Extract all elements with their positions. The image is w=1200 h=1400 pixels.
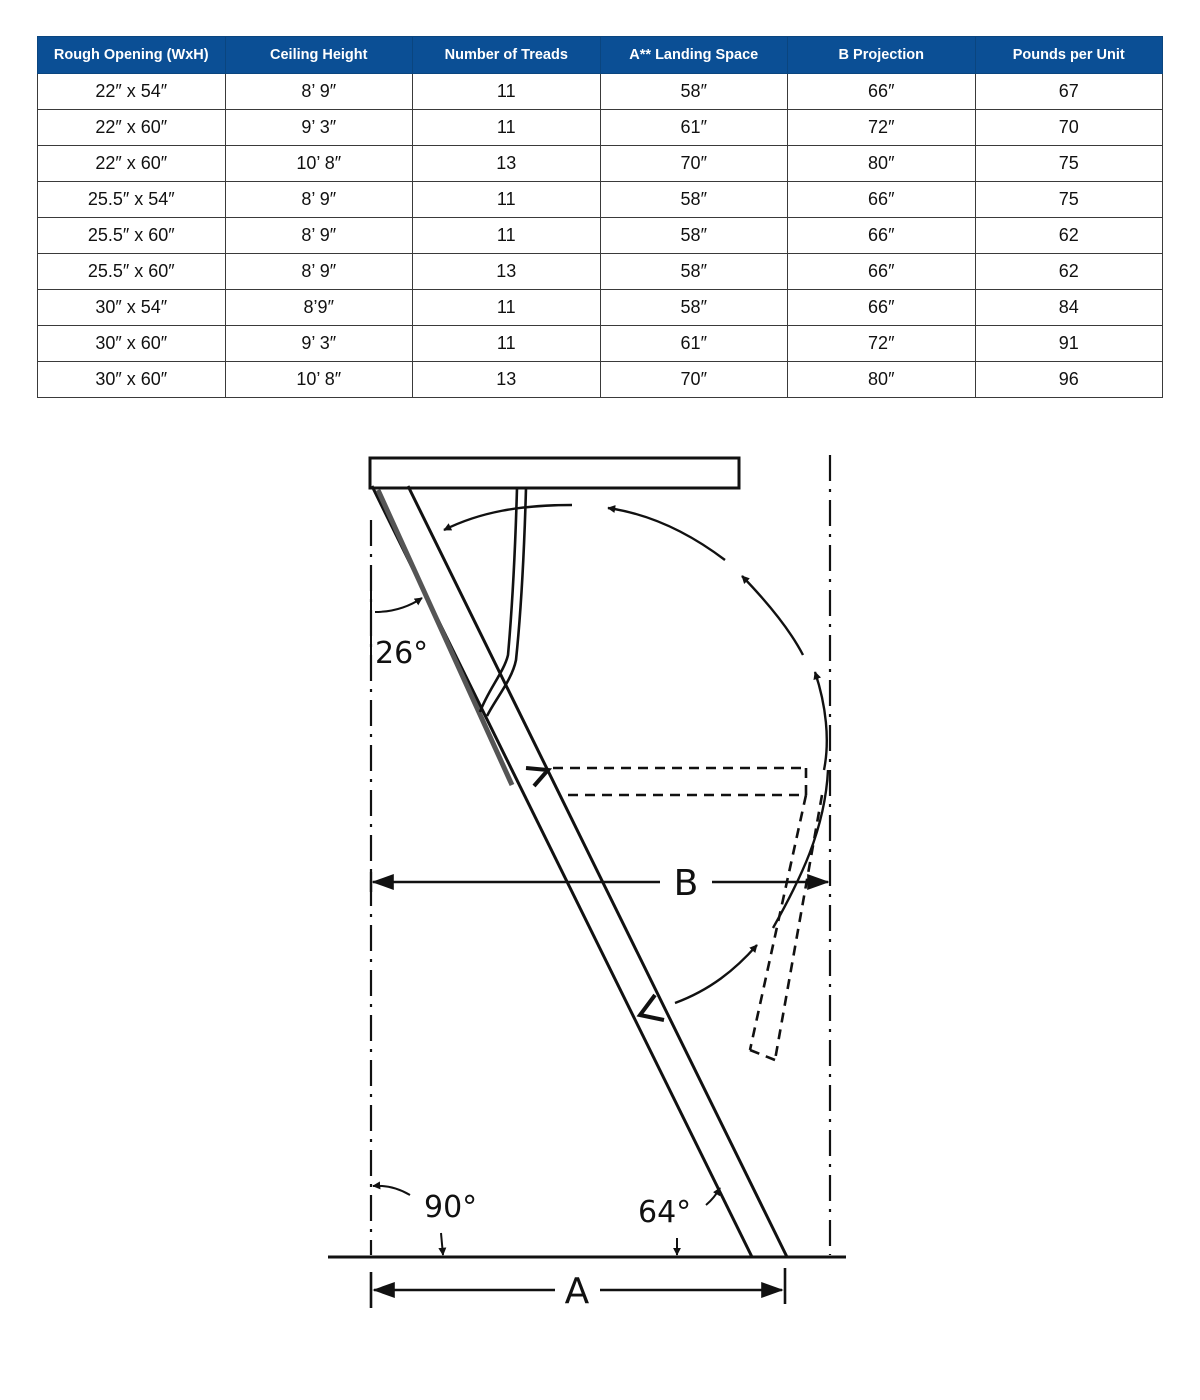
table-row	[38, 326, 1163, 362]
angle-90-arc	[373, 1186, 410, 1195]
cell-projection: 66″	[788, 74, 976, 110]
table-row	[38, 290, 1163, 326]
angle-64-arc	[706, 1188, 720, 1205]
cell-ceiling-height: 8’ 9″	[225, 74, 413, 110]
cell-pounds-per-unit: 75	[975, 182, 1163, 218]
cell-landing-space: 70″	[600, 146, 788, 182]
cell-pounds-per-unit: 84	[975, 290, 1163, 326]
cell-ceiling-height: 9’ 3″	[225, 326, 413, 362]
column-header-pounds-per-unit: Pounds per Unit	[975, 37, 1163, 74]
cell-pounds-per-unit: 62	[975, 254, 1163, 290]
cell-number-of-treads: 11	[413, 110, 601, 146]
cell-pounds-per-unit: 91	[975, 326, 1163, 362]
cell-projection: 72″	[788, 110, 976, 146]
column-header-number-of-treads: Number of Treads	[413, 37, 601, 74]
cell-number-of-treads: 13	[413, 362, 601, 398]
swing-arc-top	[444, 505, 572, 530]
swing-arc-side	[815, 672, 827, 770]
column-header-rough-opening: Rough Opening (WxH)	[38, 37, 226, 74]
cell-pounds-per-unit: 62	[975, 218, 1163, 254]
cell-rough-opening: 22″ x 60″	[38, 146, 226, 182]
cell-number-of-treads: 11	[413, 290, 601, 326]
table-row	[38, 254, 1163, 290]
cell-landing-space: 58″	[600, 182, 788, 218]
cell-ceiling-height: 10’ 8″	[225, 362, 413, 398]
cell-pounds-per-unit: 70	[975, 110, 1163, 146]
swing-arc-upper-right	[608, 508, 725, 560]
cell-projection: 72″	[788, 326, 976, 362]
column-header-ceiling-height: Ceiling Height	[225, 37, 413, 74]
cell-rough-opening: 22″ x 60″	[38, 110, 226, 146]
table-row	[38, 218, 1163, 254]
table-row	[38, 146, 1163, 182]
swing-arc-right	[742, 576, 803, 655]
cell-landing-space: 70″	[600, 362, 788, 398]
cell-projection: 66″	[788, 218, 976, 254]
cell-projection: 80″	[788, 362, 976, 398]
cell-landing-space: 61″	[600, 110, 788, 146]
cell-projection: 66″	[788, 182, 976, 218]
cell-ceiling-height: 9’ 3″	[225, 110, 413, 146]
cell-landing-space: 58″	[600, 218, 788, 254]
dimension-a-label: A	[564, 1271, 590, 1312]
cell-number-of-treads: 13	[413, 146, 601, 182]
cell-landing-space: 58″	[600, 290, 788, 326]
column-header-projection: B Projection	[788, 37, 976, 74]
cell-number-of-treads: 11	[413, 218, 601, 254]
cell-projection: 66″	[788, 290, 976, 326]
column-header-landing-space: A** Landing Space	[600, 37, 788, 74]
cell-rough-opening: 30″ x 60″	[38, 362, 226, 398]
fold-arrow-upper	[526, 768, 548, 786]
specifications-table	[37, 36, 1163, 398]
cell-pounds-per-unit: 67	[975, 74, 1163, 110]
cell-number-of-treads: 11	[413, 326, 601, 362]
cell-number-of-treads: 11	[413, 182, 601, 218]
table-row	[38, 110, 1163, 146]
table-row	[38, 182, 1163, 218]
swing-arc-bottom	[675, 945, 757, 1003]
cell-pounds-per-unit: 96	[975, 362, 1163, 398]
cell-landing-space: 61″	[600, 326, 788, 362]
ladder-stringer	[372, 486, 787, 1257]
ceiling-slab	[370, 458, 739, 488]
cell-ceiling-height: 8’ 9″	[225, 218, 413, 254]
cell-rough-opening: 25.5″ x 60″	[38, 254, 226, 290]
cell-number-of-treads: 11	[413, 74, 601, 110]
cell-ceiling-height: 8’ 9″	[225, 182, 413, 218]
dimension-b-label: B	[673, 863, 699, 904]
cell-rough-opening: 25.5″ x 54″	[38, 182, 226, 218]
table-row	[38, 74, 1163, 110]
angle-64-label: 64°	[638, 1195, 692, 1230]
cell-rough-opening: 30″ x 60″	[38, 326, 226, 362]
cell-number-of-treads: 13	[413, 254, 601, 290]
attic-ladder-diagram	[300, 425, 860, 1345]
angle-26-arc	[375, 598, 422, 612]
cell-ceiling-height: 10’ 8″	[225, 146, 413, 182]
angle-26-label: 26°	[375, 636, 429, 671]
cell-rough-opening: 22″ x 54″	[38, 74, 226, 110]
cell-ceiling-height: 8’9″	[225, 290, 413, 326]
cell-projection: 66″	[788, 254, 976, 290]
cell-rough-opening: 30″ x 54″	[38, 290, 226, 326]
cell-landing-space: 58″	[600, 254, 788, 290]
cell-projection: 80″	[788, 146, 976, 182]
cell-landing-space: 58″	[600, 74, 788, 110]
table-row	[38, 362, 1163, 398]
table-header-row	[38, 37, 1163, 74]
angle-90-label: 90°	[424, 1190, 478, 1225]
cell-ceiling-height: 8’ 9″	[225, 254, 413, 290]
cell-pounds-per-unit: 75	[975, 146, 1163, 182]
cell-rough-opening: 25.5″ x 60″	[38, 218, 226, 254]
angle-90-pointer	[441, 1233, 443, 1255]
